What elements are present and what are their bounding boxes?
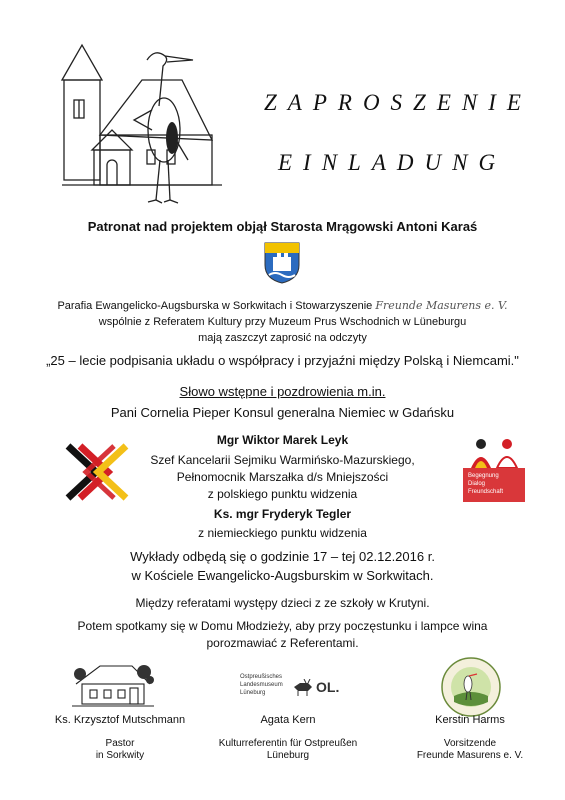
- reception-line-1: Potem spotkamy się w Domu Młodzieży, aby przy poczęstunku i lampce wina: [77, 619, 488, 633]
- museum-logo-line-2: Landesmuseum: [240, 682, 283, 688]
- footer-name-1: Ks. Krzysztof Mutschmann: [54, 714, 186, 726]
- speaker1-line-2: Pełnomocnik Marszałka d/s Mniejszości: [176, 470, 389, 484]
- elk-icon: [292, 679, 314, 697]
- badge-line-1: Begegnung: [468, 473, 499, 479]
- intro-line-3: mają zaszczyt zaprosić na odczyty: [198, 332, 367, 344]
- footer-role-3a: Vorsitzende: [443, 738, 497, 749]
- museum-logo-text: [240, 673, 283, 697]
- coat-of-arms-icon: [263, 241, 301, 285]
- intro-line-1: [0, 298, 565, 314]
- museum-logo-mark: OL.: [316, 679, 340, 695]
- footer-role-2a: Kulturreferentin für Ostpreußen: [218, 738, 358, 749]
- speaker1-line-1: Szef Kancelarii Sejmiku Warmińsko-Mazurskiego,: [150, 453, 415, 467]
- museum-logo: [240, 673, 340, 709]
- intro-prefix: Parafia Ewangelicko-Augsburska w Sorkwitach i Stowarzyszenie: [57, 300, 373, 312]
- museum-logo-line-3: Lüneburg: [240, 690, 266, 696]
- children-note: Między referatami występy dzieci z ze szkoły w Krutyni.: [135, 596, 430, 610]
- reception-line-2: porozmawiać z Referentami.: [206, 636, 359, 650]
- speaker2-line-1: z niemieckiego punktu widzenia: [198, 526, 367, 540]
- org-name: Freunde Masurens e. V.: [375, 299, 508, 312]
- stork-church-drawing: [52, 40, 227, 210]
- freunde-masurens-seal: [440, 656, 502, 718]
- footer-name-2: Agata Kern: [260, 714, 316, 726]
- parish-house-drawing: [72, 660, 154, 710]
- title-de: EINLADUNG: [278, 150, 507, 175]
- badge-line-3: Freundschaft: [468, 489, 504, 495]
- intro-line-2: wspólnie z Referatem Kultury przy Muzeum Prus Wschodnich w Lüneburgu: [98, 316, 467, 328]
- speaker1-name: Mgr Wiktor Marek Leyk: [216, 433, 349, 447]
- title-pl: ZAPROSZENIE: [264, 90, 532, 115]
- welcome-heading: Słowo wstępne i pozdrowienia m.in.: [179, 384, 386, 399]
- welcome-person: Pani Cornelia Pieper Konsul generalna Niemiec w Gdańsku: [110, 405, 455, 420]
- schedule-line-2: w Kościele Ewangelicko-Augsburskim w Sorkwitach.: [131, 568, 434, 583]
- footer-role-1b: in Sorkwity: [95, 750, 145, 761]
- patronage-line: Patronat nad projektem objął Starosta Mrągowski Antoni Karaś: [87, 219, 478, 234]
- footer-role-1a: Pastor: [105, 738, 135, 749]
- schedule-line-1: Wykłady odbędą się o godzinie 17 – tej 02.12.2016 r.: [130, 549, 435, 564]
- badge-line-2: Dialog: [468, 481, 486, 487]
- speaker2-name: Ks. mgr Fryderyk Tegler: [213, 507, 352, 521]
- footer-role-2b: Lüneburg: [266, 750, 310, 761]
- museum-logo-line-1: Ostpreußisches: [240, 674, 283, 680]
- footer-role-3b: Freunde Masurens e. V.: [416, 750, 524, 761]
- footer-name-3: Kerstin Harms: [435, 714, 505, 726]
- lecture-title: „25 – lecie podpisania układu o współpracy i przyjaźni między Polską i Niemcami.": [46, 353, 519, 368]
- speaker1-line-3: z polskiego punktu widzenia: [207, 487, 358, 501]
